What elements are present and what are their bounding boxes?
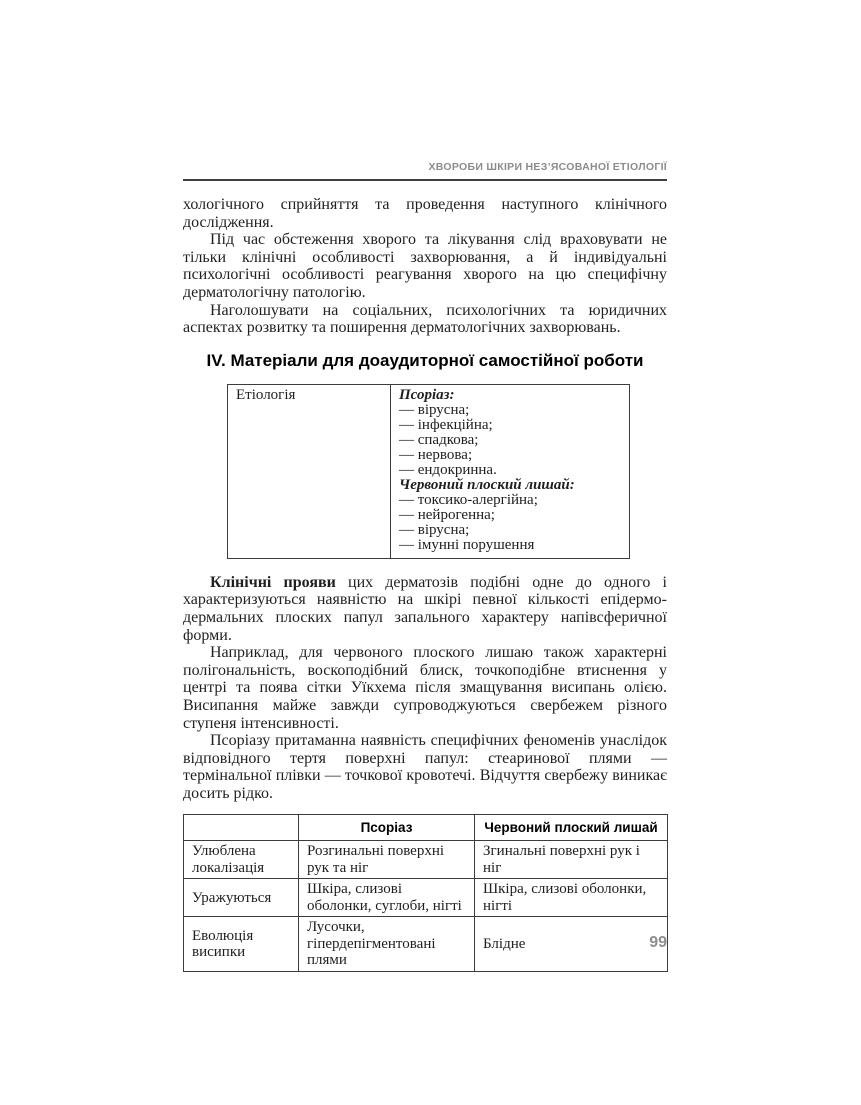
clinical-text-block: [183, 574, 667, 803]
table-row: [184, 917, 668, 972]
paragraph: Наприклад, для червоного плоского лишаю також характерні полігональність, воскоподібний блиск, точкоподібне втиснення у центрі та поява сітки Уїкхема після змащування висипань олією. Висипання майже завжди супроводжуються свербежем різного ступеня інтенсивності.: [183, 644, 667, 732]
etiology-group-title: Червоний плоский лишай:: [399, 476, 575, 493]
etiology-group-title: Псоріаз:: [399, 386, 455, 403]
etiology-item: — імунні порушення: [399, 536, 535, 553]
etiology-details-cell: [391, 384, 630, 558]
table-cell: Блідне: [475, 917, 668, 972]
row-label: Уражуються: [184, 879, 299, 917]
paragraph: [183, 574, 667, 644]
table-cell: Розгинальні поверхні рук та ніг: [299, 841, 475, 879]
column-header-psoriasis: Псоріаз: [299, 815, 475, 841]
running-header: ХВОРОБИ ШКІРИ НЕЗ’ЯСОВАНОЇ ЕТІОЛОГІЇ: [183, 161, 667, 181]
paragraph: хологічного сприйняття та проведення наступного клінічного дослідження.: [183, 196, 667, 231]
etiology-item: — спадкова;: [399, 431, 479, 448]
table-cell: Згинальні поверхні рук і ніг: [475, 841, 668, 879]
intro-text-block: [183, 196, 667, 337]
paragraph: Псоріазу притаманна наявність специфічних феноменів унаслідок відповідного тертя поверхні папул: стеаринової плями — термінальної плівки — точкової кровотечі. Відчуття свербежу виникає досить рідко.: [183, 732, 667, 802]
etiology-item: — інфекційна;: [399, 416, 493, 433]
row-label: Еволюція висипки: [184, 917, 299, 972]
etiology-item: — нейрогенна;: [399, 506, 495, 523]
etiology-item: — нервова;: [399, 446, 473, 463]
page-content: [183, 161, 667, 972]
row-label: Улюблена локалізація: [184, 841, 299, 879]
corner-cell: [184, 815, 299, 841]
etiology-item: — ендокринна.: [399, 461, 497, 478]
table-cell: Шкіра, слизові оболонки, нігті: [475, 879, 668, 917]
table-cell: Шкіра, слизові оболонки, суглоби, нігті: [299, 879, 475, 917]
comparison-table: [183, 814, 668, 972]
column-header-lichen: Червоний плоский лишай: [475, 815, 668, 841]
paragraph-lead-bold: Клінічні прояви: [210, 573, 336, 591]
etiology-item: — токсико-алергійна;: [399, 491, 538, 508]
paragraph: Під час обстеження хворого та лікування слід враховувати не тільки клінічні особливості захворювання, а й індивідуальні психологічні особливості реагування хворого на цю специфічну дерматологічну патологію.: [183, 231, 667, 301]
table-row: [228, 384, 630, 558]
etiology-item: — вірусна;: [399, 401, 470, 418]
table-row: [184, 879, 668, 917]
table-header-row: [184, 815, 668, 841]
paragraph: Наголошувати на соціальних, психологічних та юридичних аспектах розвитку та поширення дерматологічних захворювань.: [183, 301, 667, 337]
etiology-table: [227, 384, 630, 559]
etiology-item: — вірусна;: [399, 521, 470, 538]
etiology-row-label: Етіологія: [228, 384, 391, 558]
table-row: [184, 841, 668, 879]
section-heading: IV. Матеріали для доаудиторної самостійної роботи: [206, 350, 644, 370]
table-cell: Лусочки, гіпердепігментовані плями: [299, 917, 475, 972]
page-number: 99: [649, 934, 667, 951]
paragraph-text: цих дерматозів подібні одне до одного і характеризуються наявністю на шкірі певної кількості епідермо-дермальних плоских папул запального характеру напівсферичної форми.: [183, 573, 667, 644]
